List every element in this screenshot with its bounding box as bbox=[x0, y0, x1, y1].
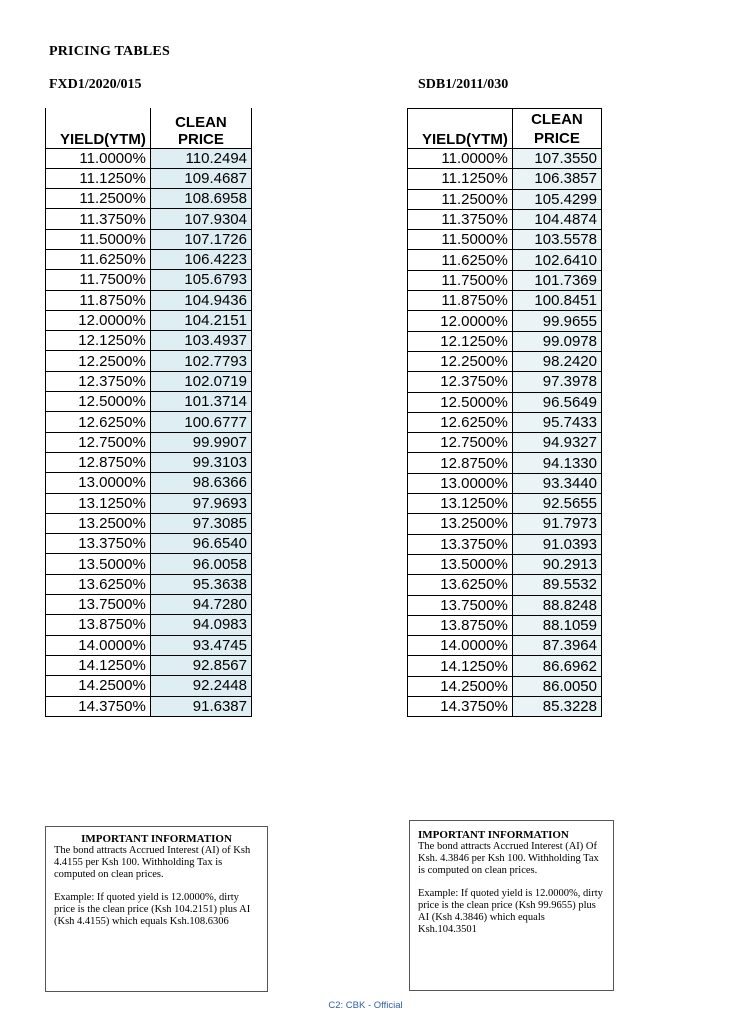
yield-cell: 12.2500% bbox=[408, 351, 513, 371]
table-row bbox=[46, 148, 252, 168]
price-cell: 104.9436 bbox=[150, 290, 251, 310]
price-cell: 97.9693 bbox=[150, 493, 251, 513]
yield-cell: 13.2500% bbox=[46, 513, 151, 533]
right-price-header-line2: PRICE bbox=[533, 130, 580, 147]
yield-cell: 13.8750% bbox=[408, 615, 513, 635]
table-row bbox=[408, 534, 602, 554]
table-row bbox=[46, 351, 252, 371]
yield-cell: 13.0000% bbox=[408, 473, 513, 493]
price-cell: 107.1726 bbox=[150, 229, 251, 249]
left-info-box bbox=[45, 826, 268, 992]
classification-footer: C2: CBK - Official bbox=[328, 1000, 403, 1011]
yield-cell: 11.8750% bbox=[46, 290, 151, 310]
price-cell: 88.1059 bbox=[512, 615, 601, 635]
table-row bbox=[46, 534, 252, 554]
yield-cell: 11.2500% bbox=[46, 189, 151, 209]
price-cell: 109.4687 bbox=[150, 168, 251, 188]
yield-cell: 12.8750% bbox=[46, 452, 151, 472]
yield-cell: 14.0000% bbox=[408, 636, 513, 656]
left-bond-title: FXD1/2020/015 bbox=[49, 77, 142, 92]
table-row bbox=[46, 290, 252, 310]
table-row bbox=[46, 554, 252, 574]
price-cell: 98.6366 bbox=[150, 473, 251, 493]
table-row bbox=[408, 595, 602, 615]
table-row bbox=[408, 291, 602, 311]
price-cell: 108.6958 bbox=[150, 189, 251, 209]
table-row bbox=[408, 433, 602, 453]
table-row bbox=[46, 392, 252, 412]
yield-cell: 12.7500% bbox=[46, 432, 151, 452]
yield-cell: 11.1250% bbox=[46, 168, 151, 188]
price-cell: 86.0050 bbox=[512, 676, 601, 696]
left-info-text: The bond attracts Accrued Interest (AI) of Ksh 4.4155 per Ksh 100. Withholding Tax is computed on clean prices. bbox=[54, 845, 251, 880]
price-cell: 94.1330 bbox=[512, 453, 601, 473]
yield-cell: 11.0000% bbox=[46, 148, 151, 168]
table-row bbox=[46, 189, 252, 209]
table-row bbox=[408, 453, 602, 473]
price-cell: 102.7793 bbox=[150, 351, 251, 371]
table-row bbox=[46, 473, 252, 493]
price-cell: 96.5649 bbox=[512, 392, 601, 412]
table-row bbox=[46, 331, 252, 351]
right-price-header bbox=[512, 109, 601, 149]
price-cell: 85.3228 bbox=[512, 697, 601, 717]
price-cell: 99.9655 bbox=[512, 311, 601, 331]
table-row bbox=[46, 676, 252, 696]
yield-cell: 14.1250% bbox=[408, 656, 513, 676]
table-row bbox=[408, 575, 602, 595]
price-cell: 107.9304 bbox=[150, 209, 251, 229]
yield-cell: 11.3750% bbox=[408, 209, 513, 229]
price-cell: 87.3964 bbox=[512, 636, 601, 656]
yield-cell: 13.5000% bbox=[408, 554, 513, 574]
price-cell: 105.4299 bbox=[512, 189, 601, 209]
table-row bbox=[408, 149, 602, 169]
yield-cell: 11.7500% bbox=[408, 270, 513, 290]
price-cell: 107.3550 bbox=[512, 149, 601, 169]
yield-cell: 12.8750% bbox=[408, 453, 513, 473]
price-cell: 95.3638 bbox=[150, 574, 251, 594]
table-row bbox=[408, 412, 602, 432]
yield-cell: 12.6250% bbox=[46, 412, 151, 432]
table-row bbox=[46, 513, 252, 533]
right-info-title: IMPORTANT INFORMATION bbox=[418, 829, 569, 841]
yield-cell: 13.2500% bbox=[408, 514, 513, 534]
yield-cell: 12.3750% bbox=[408, 372, 513, 392]
yield-cell: 11.6250% bbox=[408, 250, 513, 270]
yield-cell: 12.6250% bbox=[408, 412, 513, 432]
price-cell: 92.8567 bbox=[150, 655, 251, 675]
table-row bbox=[46, 249, 252, 269]
yield-cell: 13.7500% bbox=[408, 595, 513, 615]
yield-cell: 14.0000% bbox=[46, 635, 151, 655]
yield-cell: 13.3750% bbox=[408, 534, 513, 554]
price-cell: 102.6410 bbox=[512, 250, 601, 270]
price-cell: 106.3857 bbox=[512, 169, 601, 189]
price-cell: 88.8248 bbox=[512, 595, 601, 615]
yield-cell: 13.3750% bbox=[46, 534, 151, 554]
table-row bbox=[408, 697, 602, 717]
price-cell: 89.5532 bbox=[512, 575, 601, 595]
yield-cell: 12.0000% bbox=[46, 310, 151, 330]
yield-cell: 13.1250% bbox=[46, 493, 151, 513]
table-row bbox=[408, 230, 602, 250]
table-row bbox=[46, 168, 252, 188]
price-cell: 92.2448 bbox=[150, 676, 251, 696]
left-pricing-table bbox=[45, 108, 252, 717]
price-cell: 97.3978 bbox=[512, 372, 601, 392]
table-row bbox=[408, 372, 602, 392]
table-row bbox=[408, 351, 602, 371]
table-row bbox=[408, 636, 602, 656]
yield-cell: 14.2500% bbox=[408, 676, 513, 696]
price-cell: 98.2420 bbox=[512, 351, 601, 371]
yield-cell: 13.7500% bbox=[46, 595, 151, 615]
table-row bbox=[408, 392, 602, 412]
price-cell: 94.7280 bbox=[150, 595, 251, 615]
price-cell: 93.3440 bbox=[512, 473, 601, 493]
yield-cell: 12.0000% bbox=[408, 311, 513, 331]
yield-cell: 13.6250% bbox=[408, 575, 513, 595]
price-cell: 99.3103 bbox=[150, 452, 251, 472]
yield-cell: 12.1250% bbox=[408, 331, 513, 351]
table-row bbox=[408, 554, 602, 574]
price-cell: 91.7973 bbox=[512, 514, 601, 534]
price-cell: 94.0983 bbox=[150, 615, 251, 635]
price-cell: 100.6777 bbox=[150, 412, 251, 432]
yield-cell: 12.1250% bbox=[46, 331, 151, 351]
price-cell: 94.9327 bbox=[512, 433, 601, 453]
table-row bbox=[46, 655, 252, 675]
yield-cell: 14.2500% bbox=[46, 676, 151, 696]
price-cell: 105.6793 bbox=[150, 270, 251, 290]
table-row bbox=[46, 412, 252, 432]
price-cell: 96.0058 bbox=[150, 554, 251, 574]
yield-cell: 11.8750% bbox=[408, 291, 513, 311]
yield-cell: 11.5000% bbox=[46, 229, 151, 249]
table-row bbox=[46, 615, 252, 635]
table-row bbox=[408, 331, 602, 351]
table-row bbox=[46, 229, 252, 249]
table-row bbox=[46, 270, 252, 290]
yield-cell: 12.2500% bbox=[46, 351, 151, 371]
table-row bbox=[46, 635, 252, 655]
table-row bbox=[46, 371, 252, 391]
table-row bbox=[408, 209, 602, 229]
yield-cell: 14.1250% bbox=[46, 655, 151, 675]
table-row bbox=[408, 189, 602, 209]
price-cell: 100.8451 bbox=[512, 291, 601, 311]
yield-cell: 13.6250% bbox=[46, 574, 151, 594]
yield-cell: 14.3750% bbox=[46, 696, 151, 716]
price-cell: 97.3085 bbox=[150, 513, 251, 533]
right-price-header-line1: CLEAN bbox=[531, 111, 583, 128]
left-yield-header: YIELD(YTM) bbox=[46, 108, 151, 148]
yield-cell: 13.0000% bbox=[46, 473, 151, 493]
table-row bbox=[46, 432, 252, 452]
left-table-body bbox=[46, 148, 252, 716]
price-cell: 101.7369 bbox=[512, 270, 601, 290]
table-row bbox=[46, 452, 252, 472]
table-row bbox=[46, 574, 252, 594]
table-row bbox=[46, 209, 252, 229]
table-row bbox=[408, 270, 602, 290]
price-cell: 104.2151 bbox=[150, 310, 251, 330]
right-pricing-table bbox=[407, 108, 602, 717]
price-cell: 86.6962 bbox=[512, 656, 601, 676]
table-row bbox=[408, 514, 602, 534]
price-cell: 96.6540 bbox=[150, 534, 251, 554]
price-cell: 106.4223 bbox=[150, 249, 251, 269]
yield-cell: 11.3750% bbox=[46, 209, 151, 229]
table-row bbox=[46, 595, 252, 615]
yield-cell: 11.0000% bbox=[408, 149, 513, 169]
price-cell: 99.9907 bbox=[150, 432, 251, 452]
yield-cell: 11.6250% bbox=[46, 249, 151, 269]
right-table-body bbox=[408, 149, 602, 717]
table-row bbox=[408, 250, 602, 270]
page-title: PRICING TABLES bbox=[49, 44, 170, 59]
yield-cell: 13.1250% bbox=[408, 494, 513, 514]
price-cell: 99.0978 bbox=[512, 331, 601, 351]
yield-cell: 12.7500% bbox=[408, 433, 513, 453]
right-bond-title: SDB1/2011/030 bbox=[418, 77, 509, 92]
price-cell: 91.0393 bbox=[512, 534, 601, 554]
yield-cell: 11.5000% bbox=[408, 230, 513, 250]
yield-cell: 12.3750% bbox=[46, 371, 151, 391]
table-row bbox=[408, 656, 602, 676]
table-row bbox=[46, 310, 252, 330]
table-row bbox=[46, 696, 252, 716]
left-price-header: CLEAN PRICE bbox=[150, 108, 251, 148]
price-cell: 93.4745 bbox=[150, 635, 251, 655]
price-cell: 104.4874 bbox=[512, 209, 601, 229]
price-cell: 91.6387 bbox=[150, 696, 251, 716]
price-cell: 103.4937 bbox=[150, 331, 251, 351]
table-row bbox=[408, 311, 602, 331]
price-cell: 101.3714 bbox=[150, 392, 251, 412]
yield-cell: 11.7500% bbox=[46, 270, 151, 290]
price-cell: 90.2913 bbox=[512, 554, 601, 574]
left-info-title: IMPORTANT INFORMATION bbox=[81, 833, 232, 845]
right-yield-header: YIELD(YTM) bbox=[408, 109, 513, 149]
table-row bbox=[408, 473, 602, 493]
right-info-box bbox=[409, 820, 614, 991]
yield-cell: 12.5000% bbox=[46, 392, 151, 412]
right-info-example: Example: If quoted yield is 12.0000%, dirty price is the clean price (Ksh 99.9655) plus AI (Ksh 4.3846) which equals Ksh.104.3501 bbox=[418, 888, 603, 935]
table-row bbox=[408, 169, 602, 189]
table-row bbox=[408, 676, 602, 696]
table-row bbox=[408, 494, 602, 514]
table-row bbox=[408, 615, 602, 635]
yield-cell: 12.5000% bbox=[408, 392, 513, 412]
right-info-text: The bond attracts Accrued Interest (AI) Of Ksh. 4.3846 per Ksh 100. Withholding Tax is computed on clean prices. bbox=[418, 841, 599, 876]
price-cell: 103.5578 bbox=[512, 230, 601, 250]
yield-cell: 11.2500% bbox=[408, 189, 513, 209]
yield-cell: 13.5000% bbox=[46, 554, 151, 574]
yield-cell: 11.1250% bbox=[408, 169, 513, 189]
price-cell: 102.0719 bbox=[150, 371, 251, 391]
yield-cell: 14.3750% bbox=[408, 697, 513, 717]
price-cell: 95.7433 bbox=[512, 412, 601, 432]
left-info-example: Example: If quoted yield is 12.0000%, dirty price is the clean price (Ksh 104.2151) plus AI (Ksh 4.4155) which equals Ksh.108.6306 bbox=[54, 892, 251, 927]
price-cell: 110.2494 bbox=[150, 148, 251, 168]
price-cell: 92.5655 bbox=[512, 494, 601, 514]
table-row bbox=[46, 493, 252, 513]
yield-cell: 13.8750% bbox=[46, 615, 151, 635]
